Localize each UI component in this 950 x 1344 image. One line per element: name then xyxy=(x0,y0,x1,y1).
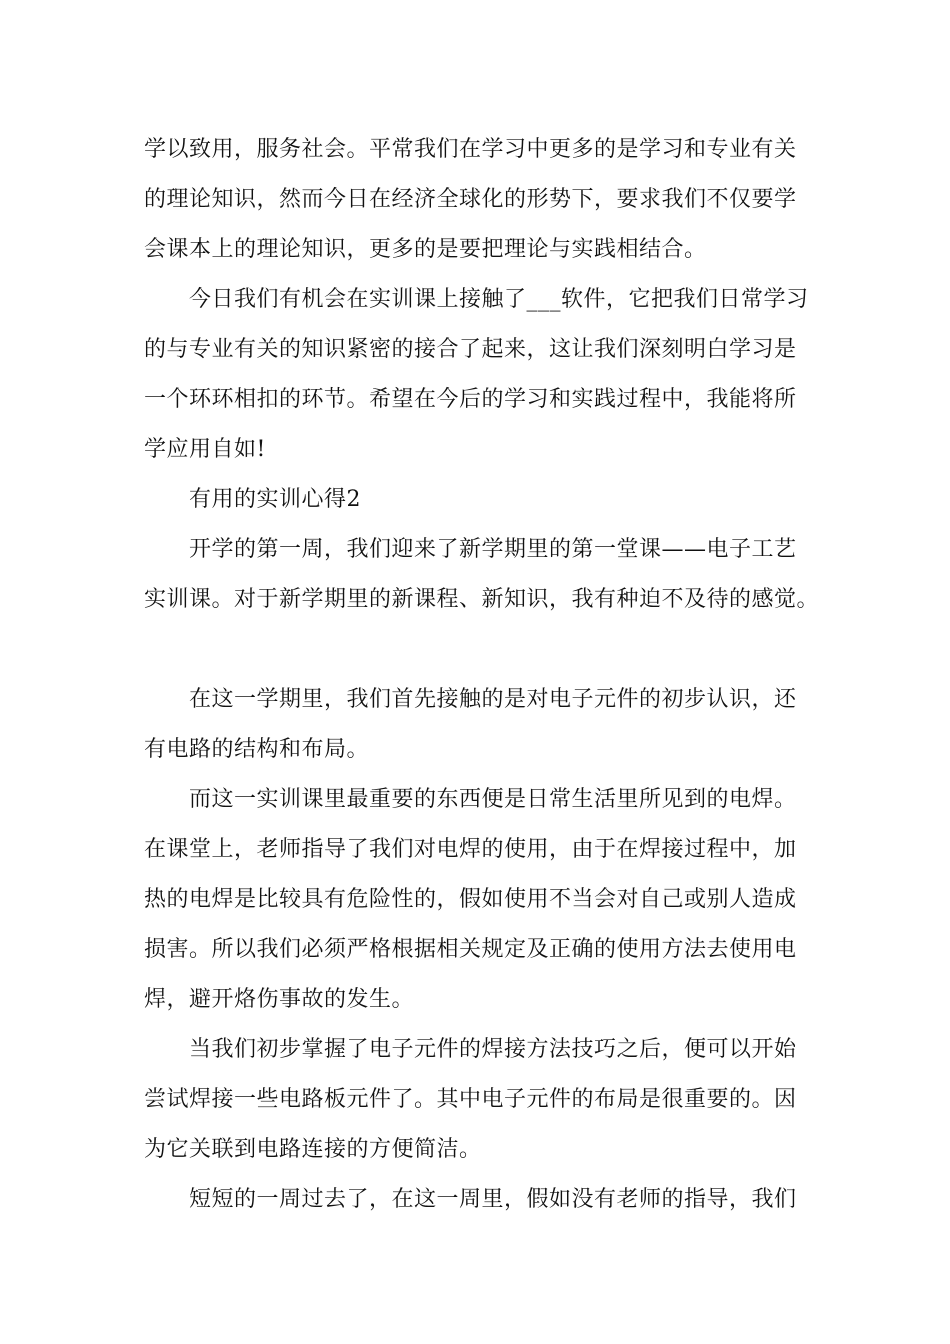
text-line: 实训课。对于新学期里的新课程、新知识，我有种迫不及待的感觉。 xyxy=(144,587,820,612)
text-line: 损害。所以我们必须严格根据相关规定及正确的使用方法去使用电 xyxy=(144,937,797,962)
text-line: 短短的一周过去了，在这一周里，假如没有老师的指导，我们 xyxy=(144,1187,797,1212)
text-line: 学以致用，服务社会。平常我们在学习中更多的是学习和专业有关 xyxy=(144,137,797,162)
text-line: 而这一实训课里最重要的东西便是日常生活里所见到的电焊。 xyxy=(144,787,797,812)
text-line: 当我们初步掌握了电子元件的焊接方法技巧之后，便可以开始 xyxy=(144,1037,797,1062)
text-line: 焊，避开烙伤事故的发生。 xyxy=(144,987,415,1012)
section-heading: 有用的实训心得2 xyxy=(144,487,361,512)
text-line: 在课堂上，老师指导了我们对电焊的使用，由于在焊接过程中，加 xyxy=(144,837,797,862)
text-line: 的理论知识，然而今日在经济全球化的形势下，要求我们不仅要学 xyxy=(144,187,797,212)
text-line: 有电路的结构和布局。 xyxy=(144,737,370,762)
text-line: 开学的第一周，我们迎来了新学期里的第一堂课——电子工艺 xyxy=(144,537,797,562)
text-line: 尝试焊接一些电路板元件了。其中电子元件的布局是很重要的。因 xyxy=(144,1087,797,1112)
text-line: 为它关联到电路连接的方便简洁。 xyxy=(144,1137,482,1162)
text-line: 的与专业有关的知识紧密的接合了起来，这让我们深刻明白学习是 xyxy=(144,337,797,362)
text-line: 热的电焊是比较具有危险性的，假如使用不当会对自己或别人造成 xyxy=(144,887,797,912)
text-line: 学应用自如! xyxy=(144,437,266,462)
text-line: 在这一学期里，我们首先接触的是对电子元件的初步认识，还 xyxy=(144,687,797,712)
text-line: 会课本上的理论知识，更多的是要把理论与实践相结合。 xyxy=(144,237,707,262)
text-line: 今日我们有机会在实训课上接触了___软件，它把我们日常学习 xyxy=(144,287,809,312)
text-line: 一个环环相扣的环节。希望在今后的学习和实践过程中，我能将所 xyxy=(144,387,797,412)
